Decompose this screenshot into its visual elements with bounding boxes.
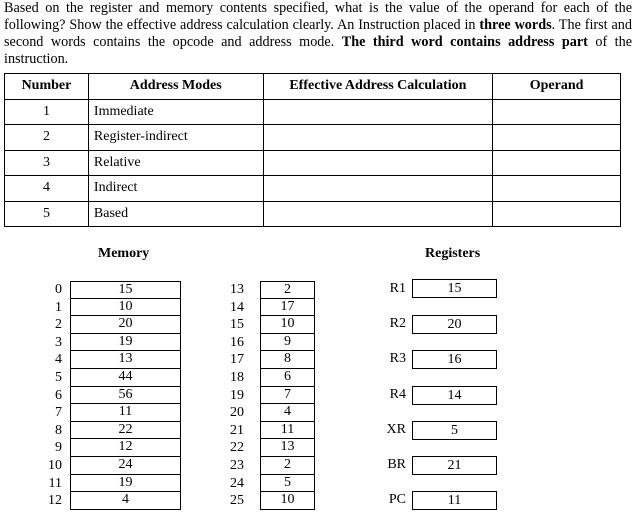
memory-address: 23 (230, 457, 244, 473)
memory-cell: 20 (70, 316, 181, 334)
memory-address-column-1 (36, 281, 62, 510)
memory-address: 22 (230, 440, 244, 456)
memory-cell: 17 (260, 299, 315, 317)
header-operand: Operand (493, 74, 621, 100)
row-number: 2 (5, 125, 89, 151)
memory-cell: 11 (260, 422, 315, 440)
register-value-r4: 14 (412, 386, 497, 405)
row-number: 5 (5, 201, 89, 227)
register-label-r4: R4 (389, 387, 406, 402)
row-mode: Based (88, 201, 263, 227)
memory-cell: 9 (260, 334, 315, 352)
memory-cell: 2 (260, 281, 315, 299)
table-row (5, 176, 621, 202)
row-calc-cell[interactable] (263, 150, 493, 176)
register-label-r3: R3 (389, 351, 406, 366)
memory-cell: 13 (70, 351, 181, 369)
register-label-r1: R1 (389, 281, 406, 296)
memory-address-column-2 (218, 281, 244, 510)
table-row (5, 201, 621, 227)
memory-address: 20 (230, 405, 244, 421)
question-bold-2: The third word contains address part (341, 34, 588, 50)
row-operand-cell[interactable] (493, 99, 621, 125)
register-value-pc: 11 (412, 491, 497, 510)
memory-value-column-2 (260, 281, 315, 510)
memory-address: 6 (55, 387, 62, 403)
table-row (5, 99, 621, 125)
memory-address: 9 (55, 440, 62, 456)
memory-address: 12 (48, 493, 62, 509)
memory-title: Memory (98, 246, 150, 261)
row-calc-cell[interactable] (263, 201, 493, 227)
row-number: 1 (5, 99, 89, 125)
row-calc-cell[interactable] (263, 99, 493, 125)
address-modes-table (4, 73, 621, 227)
register-value-br: 21 (412, 456, 497, 475)
header-number: Number (5, 74, 89, 100)
row-number: 4 (5, 176, 89, 202)
row-operand-cell[interactable] (493, 201, 621, 227)
table-row (5, 150, 621, 176)
row-mode: Register-indirect (88, 125, 263, 151)
memory-cell: 4 (70, 492, 181, 510)
question-text (4, 0, 632, 68)
register-value-r2: 20 (412, 315, 497, 334)
memory-address: 14 (230, 299, 244, 315)
memory-address: 11 (48, 475, 62, 491)
memory-cell: 15 (70, 281, 181, 299)
row-calc-cell[interactable] (263, 125, 493, 151)
memory-address: 4 (55, 352, 62, 368)
memory-cell: 56 (70, 387, 181, 405)
memory-address: 8 (55, 422, 62, 438)
row-operand-cell[interactable] (493, 150, 621, 176)
memory-value-column-1 (70, 281, 181, 510)
register-value-r3: 16 (412, 350, 497, 369)
table-header-row (5, 74, 621, 100)
memory-cell: 7 (260, 387, 315, 405)
memory-cell: 2 (260, 457, 315, 475)
registers-title: Registers (425, 246, 481, 261)
register-label-xr: XR (386, 422, 406, 437)
memory-cell: 6 (260, 369, 315, 387)
memory-address: 15 (230, 317, 244, 333)
memory-address: 13 (230, 282, 244, 297)
memory-address: 18 (230, 369, 244, 385)
memory-cell: 10 (70, 299, 181, 317)
memory-address: 1 (55, 299, 62, 315)
memory-address: 25 (230, 493, 244, 509)
memory-cell: 24 (70, 457, 181, 475)
question-part-3: of the instruction. (4, 34, 633, 67)
memory-address: 7 (55, 405, 62, 421)
memory-address: 3 (55, 334, 62, 350)
memory-cell: 19 (70, 334, 181, 352)
memory-cell: 13 (260, 439, 315, 457)
table-row (5, 125, 621, 151)
memory-cell: 10 (260, 316, 315, 334)
memory-address: 21 (230, 422, 244, 438)
register-label-pc: PC (388, 492, 406, 507)
question-part-1: Based on the register and memory contents specified, what is the value of the operand for each of the following? Show the effective address calculation clearly. An Instruction placed in (4, 0, 632, 33)
register-value-xr: 5 (412, 421, 497, 440)
row-mode: Indirect (88, 176, 263, 202)
row-operand-cell[interactable] (493, 176, 621, 202)
question-part-2: . The first and second words contains the opcode and address mode. (4, 17, 632, 50)
memory-cell: 10 (260, 492, 315, 510)
memory-address: 5 (55, 369, 62, 385)
row-calc-cell[interactable] (263, 176, 493, 202)
memory-cell: 4 (260, 404, 315, 422)
memory-cell: 12 (70, 439, 181, 457)
row-operand-cell[interactable] (493, 125, 621, 151)
memory-cell: 19 (70, 475, 181, 493)
register-label-br: BR (387, 457, 406, 472)
row-mode: Immediate (88, 99, 263, 125)
memory-cell: 22 (70, 422, 181, 440)
memory-address: 10 (48, 457, 62, 473)
memory-cell: 8 (260, 351, 315, 369)
row-mode: Relative (88, 150, 263, 176)
memory-address: 16 (230, 334, 244, 350)
header-address-modes: Address Modes (88, 74, 263, 100)
memory-address: 17 (230, 352, 244, 368)
memory-cell: 44 (70, 369, 181, 387)
register-label-r2: R2 (389, 316, 406, 331)
question-bold-1: three words (479, 17, 552, 33)
memory-cell: 5 (260, 475, 315, 493)
memory-cell: 11 (70, 404, 181, 422)
header-effective-address: Effective Address Calculation (263, 74, 493, 100)
memory-address: 2 (55, 317, 62, 333)
memory-address: 19 (230, 387, 244, 403)
memory-address: 24 (230, 475, 244, 491)
row-number: 3 (5, 150, 89, 176)
register-value-r1: 15 (412, 279, 497, 298)
memory-address: 0 (55, 282, 62, 297)
